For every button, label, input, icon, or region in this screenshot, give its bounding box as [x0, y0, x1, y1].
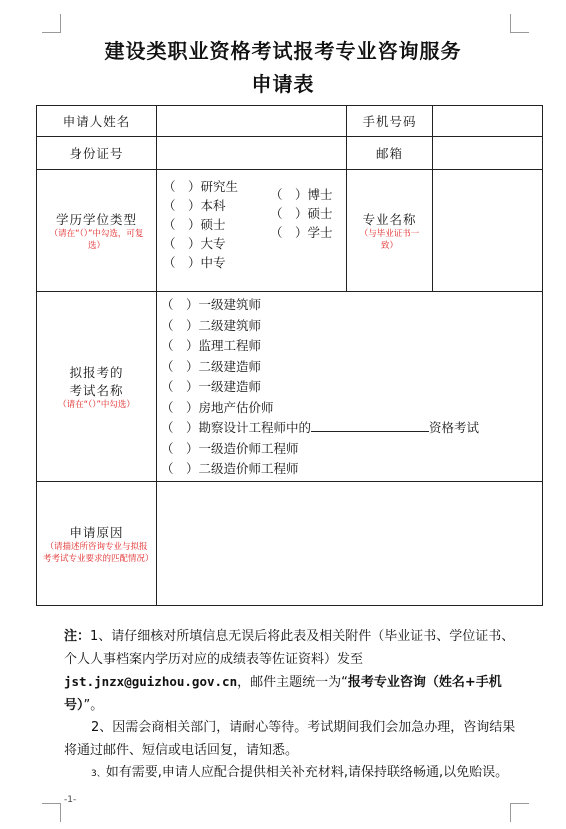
note-1-text-c: ”。	[83, 697, 104, 713]
note-2: 2、因需会商相关部门，请耐心等待。考试期间我们会加急办理，咨询结果将通过邮件、短信或电话回复，请知悉。	[64, 720, 516, 758]
reason-label: 申请原因	[69, 524, 124, 540]
option-master-degree[interactable]: （ ）硕士	[270, 205, 333, 221]
option-technical-school[interactable]: （ ）中专	[163, 254, 226, 270]
option-first-class-architect[interactable]: （ ）一级建筑师	[161, 297, 262, 312]
option-master[interactable]: （ ）硕士	[163, 216, 226, 232]
education-label: 学历学位类型	[55, 211, 137, 227]
reason-label-cell	[37, 482, 157, 606]
note-label: 注：	[64, 629, 91, 644]
exam-label-line2: 考试名称	[69, 382, 124, 398]
phone-field[interactable]	[433, 106, 543, 137]
application-form	[36, 105, 543, 606]
option-first-class-constructor[interactable]: （ ）一级建造师	[161, 379, 262, 394]
reason-field[interactable]	[157, 482, 543, 606]
major-field[interactable]	[433, 170, 543, 292]
note-1-email: jst.jnzx@guizhou.gov.cn	[64, 674, 238, 689]
major-label: 专业名称	[362, 211, 417, 227]
page-number: -1-	[64, 795, 77, 805]
crop-mark-top-right	[510, 14, 529, 33]
reason-hint: （请描述所咨询专业与拟报考考试专业要求的匹配情况）	[43, 541, 154, 564]
phone-label: 手机号码	[347, 106, 433, 137]
major-hint: （与毕业证书一致）	[359, 228, 420, 251]
exam-options-cell	[157, 292, 543, 482]
note-3	[64, 762, 520, 786]
education-hint: （请在“（）”中勾选，可复选）	[49, 228, 144, 251]
note-1-text: 1、请仔细核对所填信息无误后将此表及相关附件（毕业证书、学位证书、个人人事档案内学历对应的成绩表等佐证资料）发至	[64, 629, 515, 667]
crop-mark-bottom-right	[510, 803, 529, 822]
page-subtitle: 申请表	[251, 72, 315, 96]
email-field[interactable]	[433, 137, 543, 170]
exam-label-cell	[37, 292, 157, 482]
option-junior-college[interactable]: （ ）大专	[163, 235, 226, 251]
note-1	[64, 626, 520, 717]
notes-section	[64, 626, 520, 786]
crop-mark-top-left	[42, 14, 61, 33]
option-supervision-engineer[interactable]: （ ）监理工程师	[161, 338, 262, 353]
education-options-cell	[157, 170, 347, 292]
option-postgraduate[interactable]: （ ）研究生	[163, 178, 239, 194]
major-label-cell	[347, 170, 433, 292]
applicant-name-field[interactable]	[157, 106, 347, 137]
option-first-class-cost-engineer[interactable]: （ ）一级造价师工程师	[161, 440, 299, 456]
option-bachelor-degree[interactable]: （ ）学士	[270, 224, 333, 240]
id-number-field[interactable]	[157, 137, 347, 170]
crop-mark-bottom-left	[42, 803, 61, 822]
option-bachelor[interactable]: （ ）本科	[163, 197, 226, 213]
option-real-estate-appraiser[interactable]: （ ）房地产估价师	[161, 399, 274, 415]
id-number-label: 身份证号	[37, 137, 157, 170]
email-label: 邮箱	[347, 137, 433, 170]
note-1-subject: 报考专业咨询（姓名+手机号）	[64, 675, 502, 713]
option-second-class-constructor[interactable]: （ ）二级建造师	[161, 358, 262, 374]
survey-prefix: （ ）勘察设计工程师中的	[161, 420, 312, 435]
page-title: 建设类职业资格考试报考专业咨询服务	[104, 39, 462, 63]
survey-suffix: 资格考试	[429, 420, 480, 435]
note-3-number: 3、	[91, 769, 106, 779]
note-1-text-b: ，邮件主题统一为“	[237, 675, 348, 690]
option-doctor-degree[interactable]: （ ）博士	[270, 186, 333, 202]
option-survey-design-engineer[interactable]	[161, 418, 542, 439]
exam-label-line1: 拟报考的	[69, 364, 124, 380]
education-options-col1	[163, 177, 238, 272]
education-options-col2	[270, 185, 333, 242]
applicant-name-label: 申请人姓名	[37, 106, 157, 137]
education-label-cell	[37, 170, 157, 292]
note-3-text: 如有需要,申请人应配合提供相关补充材料,请保持联络畅通,以免贻误。	[105, 765, 509, 780]
option-second-class-architect[interactable]: （ ）二级建筑师	[161, 317, 262, 333]
option-second-class-cost-engineer[interactable]: （ ）二级造价师工程师	[161, 461, 299, 476]
survey-blank-line[interactable]	[311, 419, 429, 432]
exam-hint: （请在“（）”中勾选）	[58, 399, 135, 410]
